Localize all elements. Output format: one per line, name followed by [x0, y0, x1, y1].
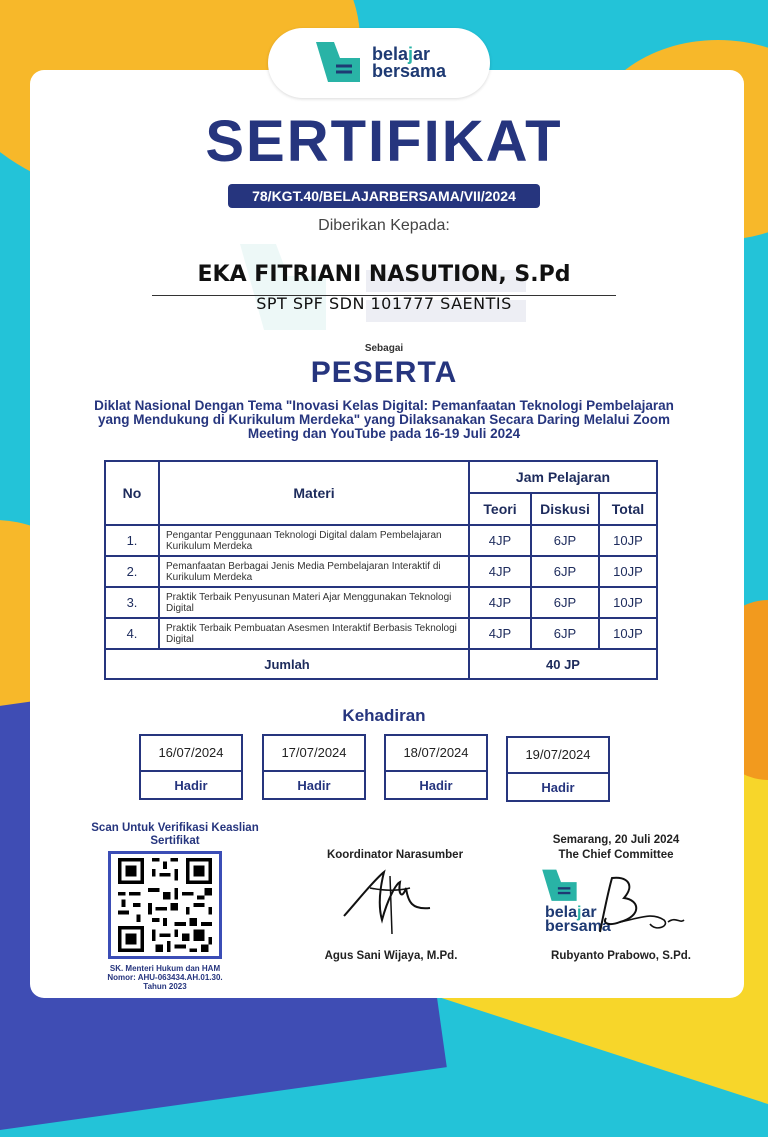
- coordinator-signature: [340, 858, 440, 938]
- row-materi: Pengantar Penggunaan Teknologi Digital dalam Pembelajaran Kurikulum Merdeka: [159, 525, 469, 556]
- attendance-day: [139, 734, 243, 800]
- header-jam-pelajaran: Jam Pelajaran: [469, 461, 657, 493]
- row-total: 10JP: [599, 587, 657, 618]
- coordinator-label: Koordinator Narasumber: [326, 849, 464, 861]
- table-row: [105, 525, 657, 556]
- attendance-day: [384, 734, 488, 800]
- sum-row: [105, 649, 657, 679]
- legal-registration: [80, 964, 250, 991]
- header-diskusi: Diskusi: [531, 493, 599, 525]
- row-teori: 4JP: [469, 587, 531, 618]
- table-row: [105, 587, 657, 618]
- recipient-school: SPT SPF SDN 101777 SAENTIS: [256, 294, 512, 313]
- legal-line: Tahun 2023: [143, 982, 187, 991]
- attendance-day: [262, 734, 366, 800]
- attendance-day: [506, 736, 610, 802]
- row-teori: 4JP: [469, 556, 531, 587]
- brand-wordmark: belajar bersama: [372, 44, 447, 81]
- row-total: 10JP: [599, 618, 657, 649]
- materi-table: [104, 460, 658, 680]
- row-diskusi: 6JP: [531, 556, 599, 587]
- attendance-title: Kehadiran: [342, 706, 426, 725]
- book-logo-icon: [540, 868, 582, 904]
- row-total: 10JP: [599, 525, 657, 556]
- row-materi: Praktik Terbaik Pembuatan Asesmen Interaktif Berbasis Teknologi Digital: [159, 618, 469, 649]
- header-no: No: [105, 461, 159, 525]
- row-no: 1.: [105, 525, 159, 556]
- role-title: PESERTA: [310, 356, 458, 389]
- chief-committee-label: The Chief Committee: [558, 849, 674, 861]
- attendance-status: Hadir: [174, 778, 208, 793]
- attendance-status: Hadir: [297, 778, 331, 793]
- row-no: 2.: [105, 556, 159, 587]
- sum-label: Jumlah: [105, 649, 469, 679]
- row-teori: 4JP: [469, 525, 531, 556]
- chief-name: Rubyanto Prabowo, S.Pd.: [551, 950, 691, 962]
- header-materi: Materi: [159, 461, 469, 525]
- place-date: [526, 833, 706, 863]
- qr-code-icon: [111, 854, 219, 956]
- legal-line: Nomor: AHU-063434.AH.01.30.: [107, 973, 223, 982]
- attendance-date: 16/07/2024: [141, 736, 241, 772]
- attendance-date: 18/07/2024: [386, 736, 486, 772]
- as-label: Sebagai: [364, 343, 404, 354]
- row-diskusi: 6JP: [531, 525, 599, 556]
- attendance-date: 19/07/2024: [508, 738, 608, 774]
- event-theme: Diklat Nasional Dengan Tema "Inovasi Kelas Digital: Pemanfaatan Teknologi Pembelajaran yang Mendukung di Kurikulum Merdeka" yang Dilaksanakan Secara Daring Melalui Zoom Meeting dan YouTube pada 16-19 Juli 2024: [94, 398, 674, 441]
- row-materi: Praktik Terbaik Penyusunan Materi Ajar Menggunakan Teknologi Digital: [159, 587, 469, 618]
- book-logo-icon: [314, 40, 366, 86]
- certificate-number: 78/KGT.40/BELAJARBERSAMA/VII/2024: [228, 184, 540, 208]
- header-teori: Teori: [469, 493, 531, 525]
- table-row: [105, 618, 657, 649]
- header-total: Total: [599, 493, 657, 525]
- chief-signature: [580, 872, 690, 942]
- attendance-status: Hadir: [419, 778, 453, 793]
- watermark-logo-icon: [236, 240, 536, 340]
- legal-line: SK. Menteri Hukum dan HAM: [109, 964, 221, 973]
- row-materi: Pemanfaatan Berbagai Jenis Media Pembelajaran Interaktif di Kurikulum Merdeka: [159, 556, 469, 587]
- row-total: 10JP: [599, 556, 657, 587]
- certificate-title: SERTIFIKAT: [205, 109, 563, 174]
- table-row: [105, 556, 657, 587]
- row-diskusi: 6JP: [531, 587, 599, 618]
- brand-logo: [268, 28, 490, 98]
- qr-code[interactable]: [108, 851, 222, 959]
- given-to-label: Diberikan Kepada:: [318, 217, 450, 234]
- row-teori: 4JP: [469, 618, 531, 649]
- row-no: 3.: [105, 587, 159, 618]
- place-date-text: Semarang, 20 Juli 2024: [552, 834, 680, 846]
- recipient-name: EKA FITRIANI NASUTION, S.Pd: [197, 262, 571, 287]
- row-diskusi: 6JP: [531, 618, 599, 649]
- row-no: 4.: [105, 618, 159, 649]
- attendance-date: 17/07/2024: [264, 736, 364, 772]
- attendance-status: Hadir: [541, 780, 575, 795]
- coordinator-name: Agus Sani Wijaya, M.Pd.: [324, 950, 458, 962]
- scan-verification-text: Scan Untuk Verifikasi Keaslian Sertifikat: [91, 822, 259, 847]
- chief-brand-wordmark: belajar bersama: [545, 904, 611, 935]
- sum-value: 40 JP: [469, 649, 657, 679]
